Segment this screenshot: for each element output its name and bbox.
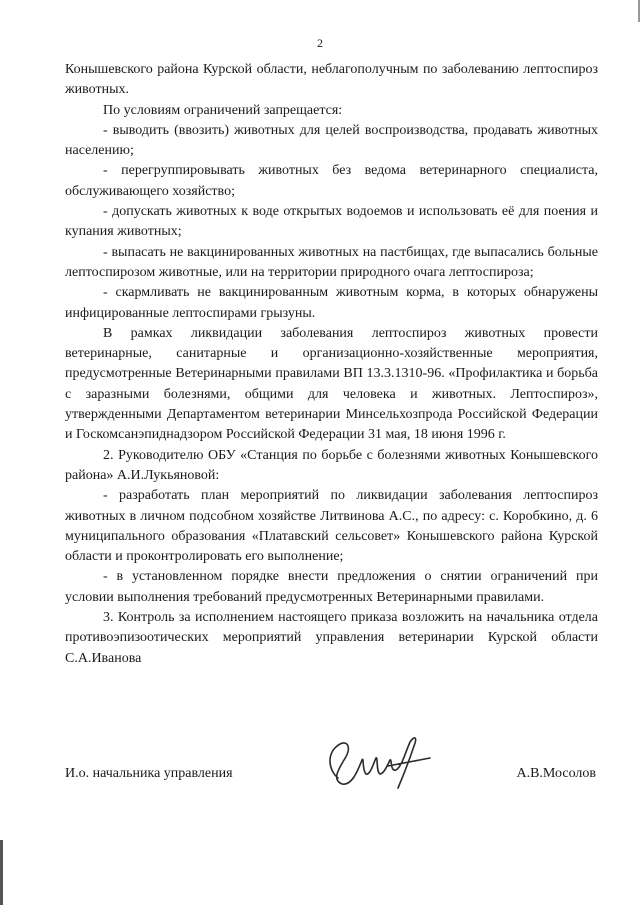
signature	[318, 730, 448, 798]
paragraph: - разработать план мероприятий по ликвидации заболевания лептоспироз животных в личном подсобном хозяйстве Литвинова А.С., по адресу: с. Коробкино, д. 6 муниципального образования «Платавский сельсовет» Конышевского района Курской области и проконтролировать его выполнение;	[65, 488, 598, 565]
signatory-position: И.о. начальника управления	[65, 766, 233, 781]
document-body	[65, 60, 598, 669]
paragraph: - допускать животных к воде открытых водоемов и использовать её для поения и купания животных;	[65, 204, 598, 240]
scan-edge-mark	[0, 840, 3, 905]
paragraph: - перегруппировывать животных без ведома ветеринарного специалиста, обслуживающего хозяйство;	[65, 163, 598, 199]
paragraph: В рамках ликвидации заболевания лептоспироз животных провести ветеринарные, санитарные и организационно-хозяйственные мероприятия, предусмотренные Ветеринарными правилами ВП 13.3.1310-96. «Профилактика и борьба с заразными болезнями, общими для человека и животных. Лептоспироз», утвержденными Департаментом ветеринарии Минсельхозпрода Российской Федерации и Госкомсанэпиднадзором Российской Федерации 31 мая, 18 июня 1996 г.	[65, 325, 598, 443]
paragraph: - в установленном порядке внести предложения о снятии ограничений при условии выполнения требований предусмотренных Ветеринарными правилами.	[65, 569, 598, 605]
paragraph: - выводить (ввозить) животных для целей воспроизводства, продавать животных населению;	[65, 122, 598, 159]
paragraph: 3. Контроль за исполнением настоящего приказа возложить на начальника отдела противоэпизоотических мероприятий управления ветеринарии Курской области С.А.Иванова	[65, 610, 598, 666]
paragraph: - выпасать не вакцинированных животных на пастбищах, где выпасались больные лептоспирозом животные, или на территории природного очага лептоспироза;	[65, 244, 598, 280]
page-number: 2	[317, 36, 323, 50]
paragraph: По условиям ограничений запрещается:	[103, 102, 343, 118]
paragraph: Конышевского района Курской области, неблагополучным по заболеванию лептоспироз животных.	[65, 62, 598, 98]
paragraph: - скармливать не вакцинированным животным корма, в которых обнаружены инфицированные лептоспирами грызуны.	[65, 285, 598, 321]
paragraph: 2. Руководителю ОБУ «Станция по борьбе с болезнями животных Конышевского района» А.И.Лукьяновой:	[65, 447, 598, 483]
signatory-name: А.В.Мосолов	[516, 766, 596, 781]
signature-block	[0, 766, 640, 786]
